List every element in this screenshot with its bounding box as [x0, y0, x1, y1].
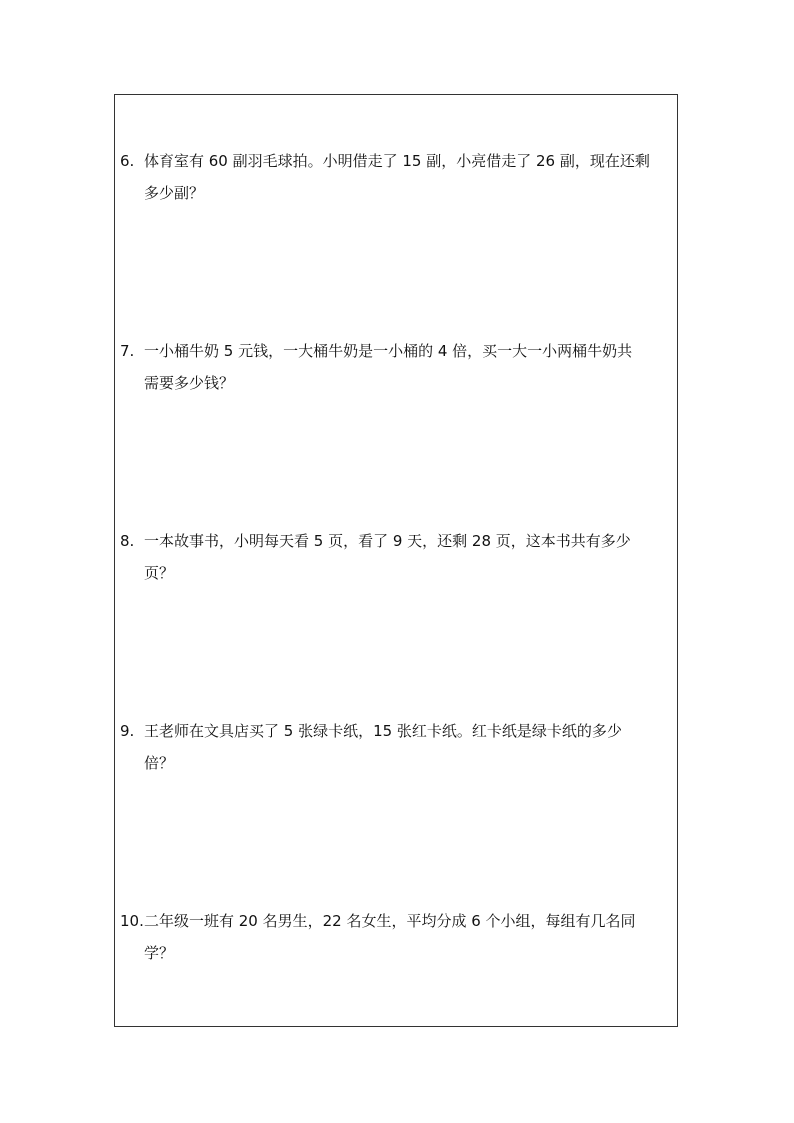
question-number: 7.: [120, 342, 135, 360]
question-text-line2: 页？: [144, 564, 175, 582]
question-text-line1: 一本故事书，小明每天看 5 页，看了 9 天，还剩 28 页，这本书共有多少: [144, 532, 631, 550]
question-8: [115, 525, 679, 589]
question-text-line2: 需要多少钱？: [144, 374, 235, 392]
question-10: [115, 905, 679, 969]
question-text-line1: 体育室有 60 副羽毛球拍。小明借走了 15 副，小亮借走了 26 副，现在还剩: [144, 152, 650, 170]
question-number: 10.: [120, 912, 144, 930]
question-text-line1: 王老师在文具店买了 5 张绿卡纸，15 张红卡纸。红卡纸是绿卡纸的多少: [144, 722, 622, 740]
question-number: 8.: [120, 532, 135, 550]
question-number: 6.: [120, 152, 135, 170]
question-number: 9.: [120, 722, 135, 740]
question-7: [115, 335, 679, 399]
question-frame: [114, 94, 678, 1027]
question-text-line1: 二年级一班有 20 名男生，22 名女生，平均分成 6 个小组，每组有几名同: [144, 912, 636, 930]
question-6: [115, 145, 679, 209]
question-text-line1: 一小桶牛奶 5 元钱，一大桶牛奶是一小桶的 4 倍，买一大一小两桶牛奶共: [144, 342, 633, 360]
question-text-line2: 多少副？: [144, 184, 205, 202]
question-9: [115, 715, 679, 779]
question-text-line2: 学？: [144, 944, 175, 962]
question-text-line2: 倍？: [144, 754, 175, 772]
